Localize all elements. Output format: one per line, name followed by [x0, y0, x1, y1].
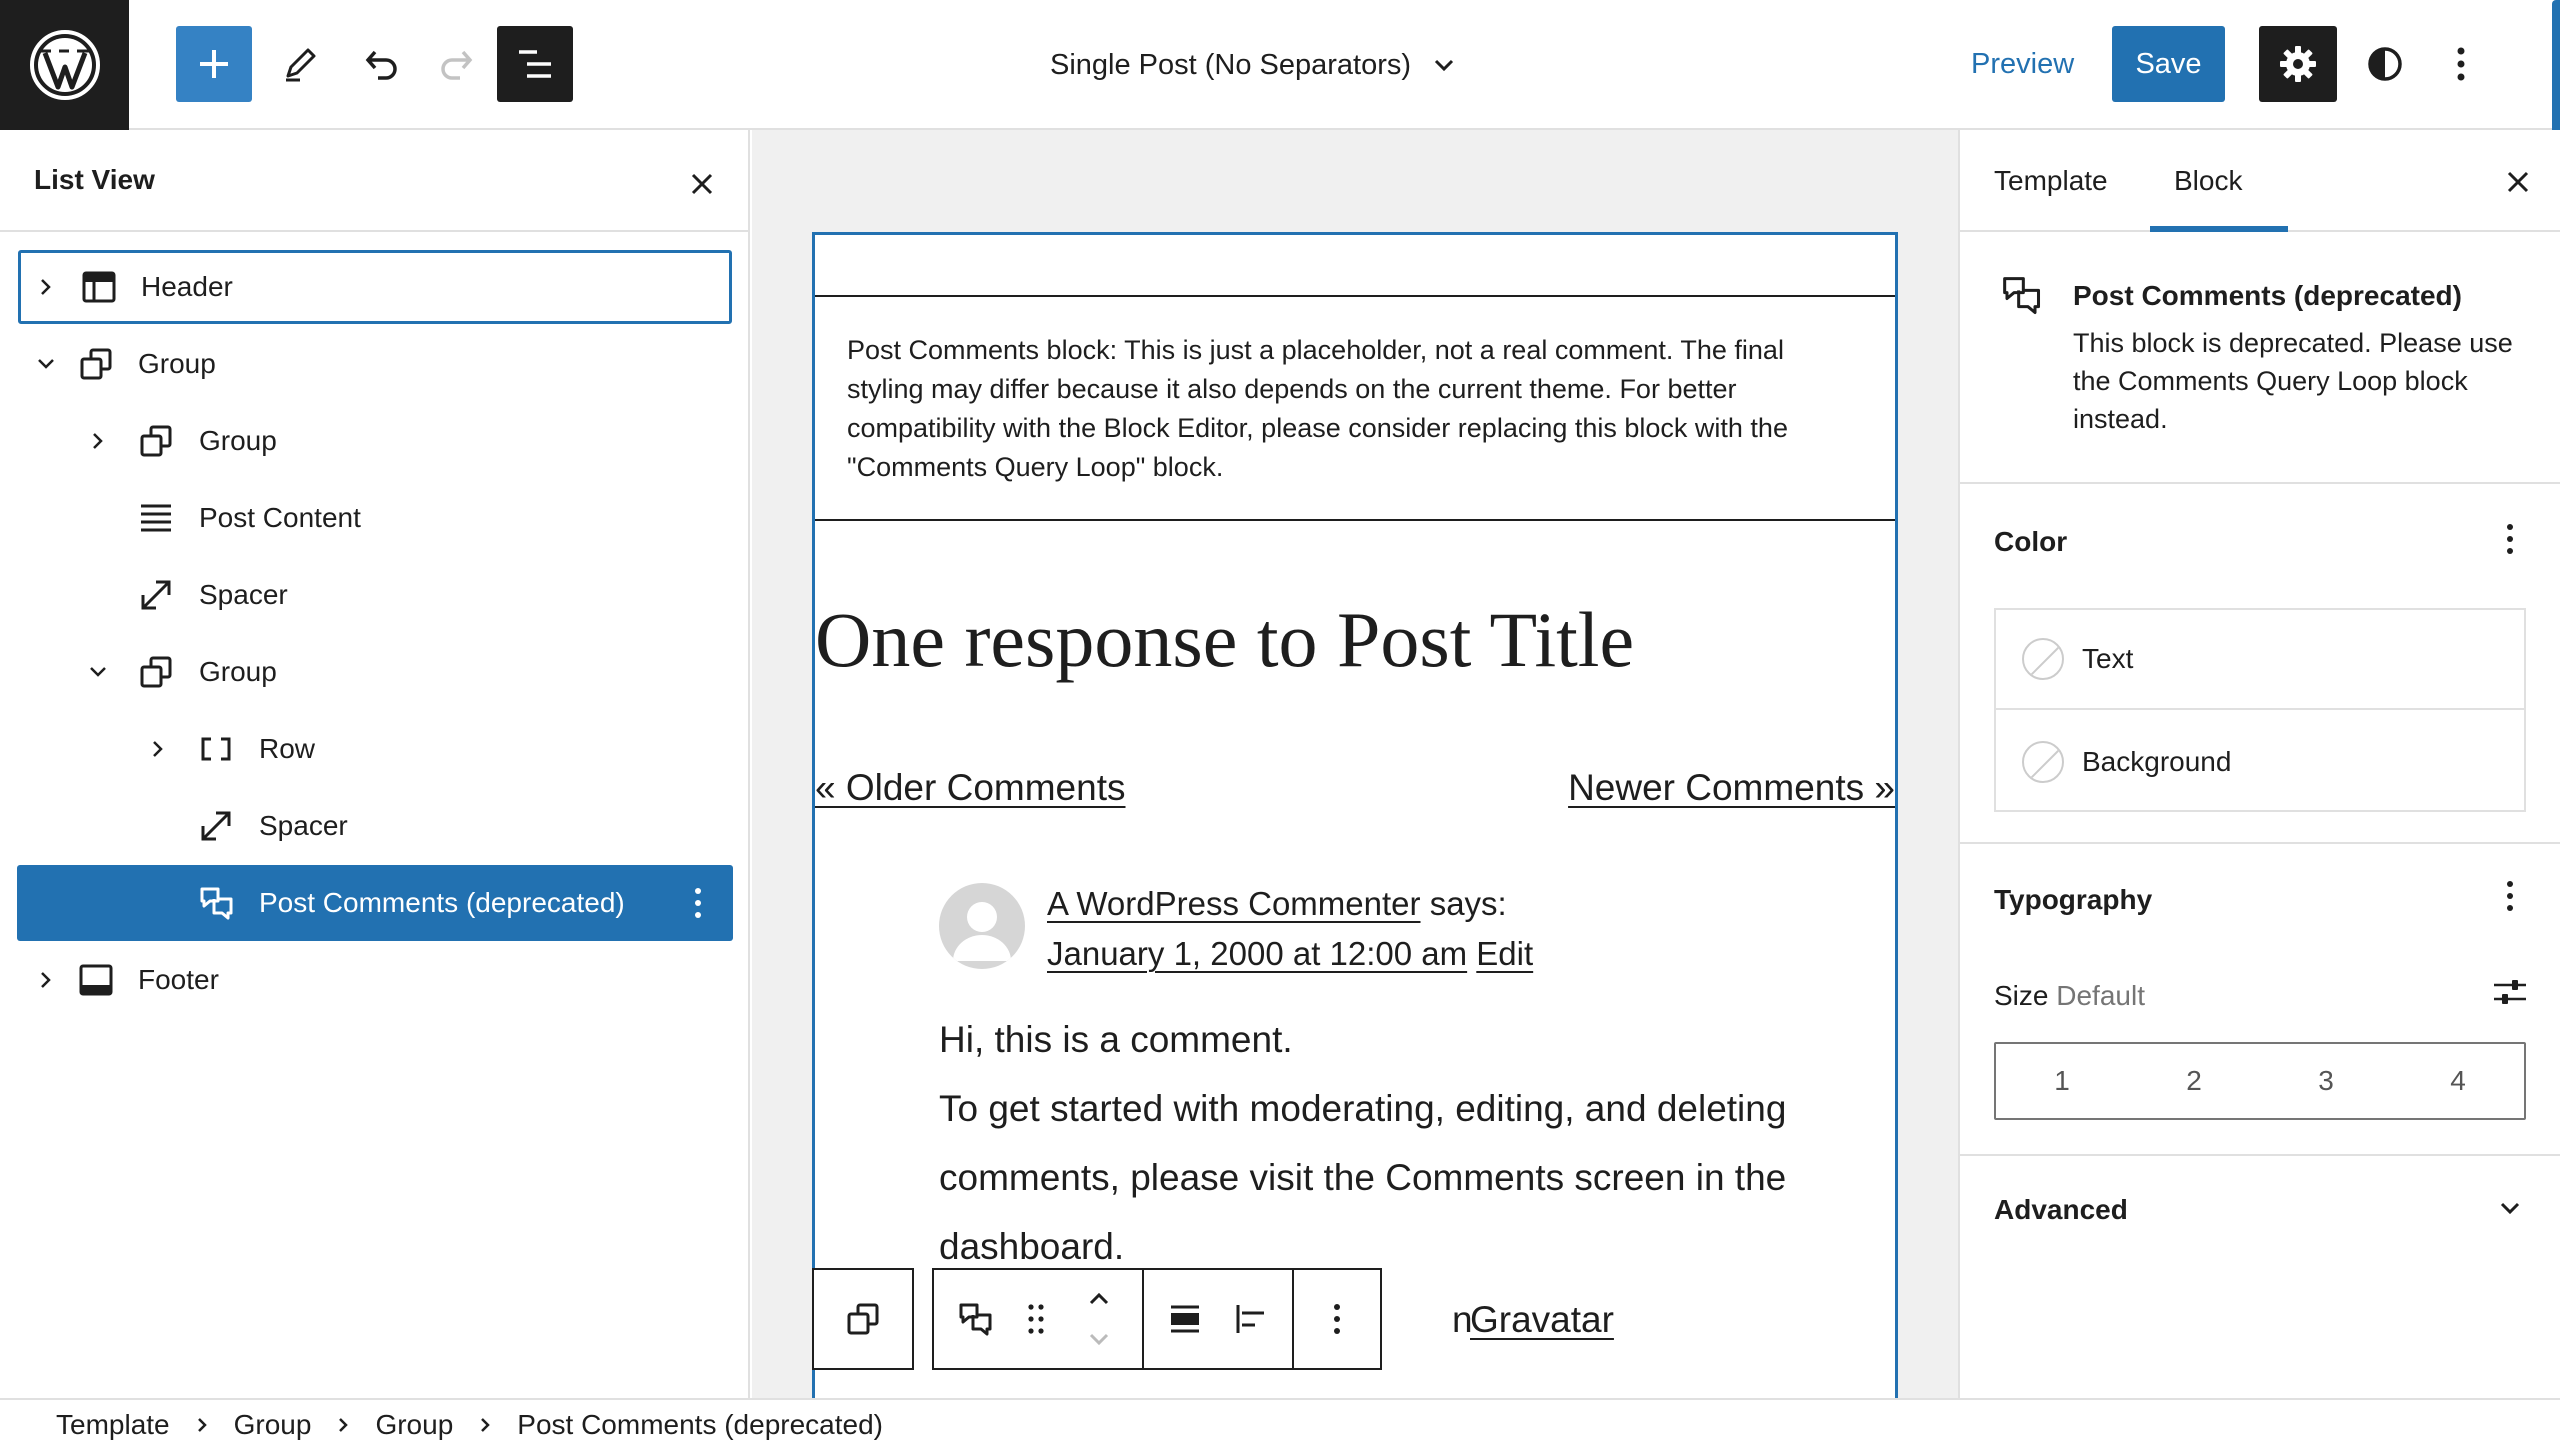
move-up-down-icon[interactable]: [1064, 1270, 1134, 1368]
newer-comments-link[interactable]: Newer Comments »: [1568, 767, 1895, 808]
chevron-down-icon[interactable]: [31, 349, 61, 379]
active-tab-indicator: [2150, 226, 2288, 232]
spacer-resize-icon: [136, 575, 176, 615]
wordpress-logo-icon[interactable]: [0, 0, 129, 130]
comment-date-line: [1047, 935, 1533, 973]
size-label-text: Size: [1994, 980, 2049, 1011]
styles-contrast-icon[interactable]: [2347, 26, 2423, 102]
color-item-label: Text: [2082, 643, 2134, 674]
panel-divider: [1960, 842, 2560, 844]
document-title: Single Post (No Separators): [1050, 48, 1412, 81]
gravatar-prefix: n: [1452, 1299, 1473, 1340]
list-item-post-comments[interactable]: [17, 865, 733, 941]
more-group: [1294, 1268, 1382, 1370]
font-size-label: [1994, 980, 2145, 1012]
list-item-spacer[interactable]: [18, 789, 732, 863]
gravatar-link[interactable]: Gravatar: [1470, 1299, 1614, 1340]
color-panel-title: Color: [1994, 526, 2068, 557]
older-comments-link[interactable]: « Older Comments: [815, 767, 1126, 808]
color-background-item[interactable]: [1996, 712, 2524, 812]
close-icon[interactable]: [682, 164, 722, 204]
comment-date-link[interactable]: January 1, 2000 at 12:00 am: [1047, 935, 1468, 972]
group-icon: [76, 344, 116, 384]
more-options-icon[interactable]: [1304, 1270, 1370, 1368]
advanced-panel-toggle[interactable]: Advanced: [1994, 1194, 2128, 1225]
font-size-option[interactable]: 1: [2054, 1065, 2070, 1096]
list-item-label: Group: [138, 348, 216, 379]
says-text: says:: [1429, 885, 1507, 922]
spacer-resize-icon: [196, 806, 236, 846]
placeholder-notice: Post Comments block: This is just a placeholder, not a real comment. The final styling may differ because it also depends on the current theme. For better compatibility with the Block Editor, please consider replacing this block with the "Comments Query Loop" block.: [815, 295, 1895, 521]
tab-template[interactable]: Template: [1994, 165, 2108, 196]
list-item-label: Footer: [138, 964, 219, 995]
list-item-label: Row: [259, 733, 316, 764]
more-options-icon[interactable]: [683, 883, 713, 923]
tab-block[interactable]: Block: [2174, 165, 2243, 196]
font-size-option[interactable]: 2: [2186, 1065, 2202, 1096]
comment-author-link[interactable]: A WordPress Commenter: [1047, 885, 1421, 922]
list-item-group[interactable]: [18, 404, 732, 478]
font-size-option[interactable]: 3: [2318, 1065, 2334, 1096]
list-item-label: Group: [199, 656, 277, 687]
drag-handle-icon[interactable]: [1008, 1270, 1064, 1368]
size-value-text: Default: [2056, 980, 2145, 1011]
list-item-label: Post Comments (deprecated): [259, 887, 625, 918]
justify-left-icon[interactable]: [1218, 1270, 1284, 1368]
redo-icon[interactable]: [420, 26, 496, 102]
editor-canvas: [752, 130, 1958, 1398]
parent-block-selector: [812, 1268, 914, 1370]
block-card: [1960, 234, 2560, 484]
comment-author-line: [1047, 885, 1507, 923]
close-icon[interactable]: [2498, 162, 2538, 202]
more-options-icon[interactable]: [2423, 26, 2499, 102]
top-toolbar: [0, 0, 2560, 130]
list-item-group[interactable]: [18, 327, 732, 401]
chevron-right-icon[interactable]: [83, 426, 113, 456]
list-view-title: List View: [34, 164, 155, 195]
comment-body: [939, 1005, 1889, 1281]
post-comments-block[interactable]: [812, 232, 1898, 1398]
list-item-label: Post Content: [199, 502, 361, 533]
empty-swatch-icon: [2022, 638, 2064, 680]
document-title-dropdown[interactable]: [1050, 40, 1457, 90]
block-card-description: This block is deprecated. Please use the Comments Query Loop block instead.: [2073, 328, 2513, 434]
chevron-right-icon: [170, 1415, 234, 1435]
list-item-row[interactable]: [18, 712, 732, 786]
post-content-icon: [136, 498, 176, 538]
block-tools-group: [932, 1268, 1144, 1370]
group-icon[interactable]: [830, 1270, 896, 1368]
list-item-post-content[interactable]: [18, 481, 732, 555]
color-item-label: Background: [2082, 746, 2232, 777]
group-icon: [136, 421, 176, 461]
list-item-label: Spacer: [199, 579, 288, 610]
custom-size-settings-icon[interactable]: [2490, 972, 2530, 1012]
comments-heading: One response to Post Title: [815, 596, 1635, 683]
breadcrumb-item[interactable]: Group: [233, 1409, 312, 1440]
post-comments-icon: [196, 883, 236, 923]
settings-sidebar: [1958, 130, 2560, 1398]
breadcrumb-item[interactable]: Template: [56, 1409, 170, 1440]
comment-edit-link[interactable]: Edit: [1476, 935, 1534, 972]
panel-divider: [1960, 1154, 2560, 1156]
block-toolbar: [812, 1268, 1382, 1370]
list-item-label: Header: [141, 271, 233, 302]
comment-paragraph: Hi, this is a comment.: [939, 1019, 1293, 1060]
add-block-button[interactable]: [176, 26, 252, 102]
breadcrumb-item: Post Comments (deprecated): [517, 1409, 883, 1440]
align-wide-icon[interactable]: [1152, 1270, 1218, 1368]
chevron-right-icon[interactable]: [31, 965, 61, 995]
chevron-right-icon[interactable]: [143, 734, 173, 764]
block-card-title: Post Comments (deprecated): [2073, 280, 2462, 311]
alignment-group: [1144, 1268, 1294, 1370]
chevron-down-icon[interactable]: [2490, 1188, 2530, 1228]
list-item-footer[interactable]: [18, 943, 732, 1017]
group-icon: [136, 652, 176, 692]
more-options-icon[interactable]: [2490, 876, 2530, 916]
typography-panel-title: Typography: [1994, 884, 2153, 915]
post-comments-icon[interactable]: [942, 1270, 1008, 1368]
list-item-group[interactable]: [18, 635, 732, 709]
gear-icon[interactable]: [2259, 26, 2337, 102]
breadcrumb: [0, 1398, 2560, 1450]
preview-button[interactable]: Preview: [1971, 47, 2075, 80]
font-size-option[interactable]: 4: [2450, 1065, 2466, 1096]
color-options: [1994, 608, 2526, 812]
list-item-header[interactable]: [18, 250, 732, 324]
list-item-spacer[interactable]: [18, 558, 732, 632]
save-button[interactable]: Save: [2112, 26, 2225, 102]
chevron-right-icon: [453, 1415, 517, 1435]
color-text-item[interactable]: [1996, 610, 2524, 710]
comment-paragraph: To get started with moderating, editing, and deleting comments, please visit the Comments screen in the dashboard.: [939, 1088, 1787, 1267]
chevron-down-icon[interactable]: [83, 657, 113, 687]
row-icon: [196, 729, 236, 769]
list-view-icon[interactable]: [497, 26, 573, 102]
more-options-icon[interactable]: [2490, 519, 2530, 559]
chevron-right-icon: [311, 1415, 375, 1435]
chevron-down-icon: [1431, 52, 1457, 78]
breadcrumb-item[interactable]: Group: [375, 1409, 454, 1440]
list-view-header: [0, 130, 748, 232]
empty-swatch-icon: [2022, 741, 2064, 783]
header-template-icon: [79, 267, 119, 307]
list-item-label: Group: [199, 425, 277, 456]
pencil-icon[interactable]: [262, 26, 338, 102]
footer-template-icon: [76, 960, 116, 1000]
undo-icon[interactable]: [342, 26, 418, 102]
list-view-panel: [0, 130, 750, 1398]
sidebar-tabs: [1960, 130, 2560, 232]
post-comments-icon: [2000, 274, 2042, 316]
list-item-label: Spacer: [259, 810, 348, 841]
font-size-picker: [1994, 1042, 2526, 1120]
chevron-right-icon[interactable]: [31, 272, 61, 302]
avatar: [939, 883, 1025, 969]
